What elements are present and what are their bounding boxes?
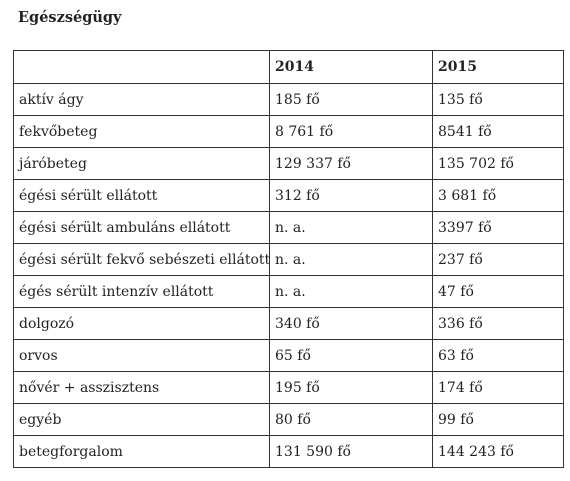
cell-2015: 144 243 fő <box>433 436 564 468</box>
cell-2014: n. a. <box>270 244 433 276</box>
row-label: betegforgalom <box>14 436 270 468</box>
cell-2014: 80 fő <box>270 404 433 436</box>
cell-2015: 8541 fő <box>433 116 564 148</box>
cell-2014: 65 fő <box>270 340 433 372</box>
row-label: egyéb <box>14 404 270 436</box>
row-label: aktív ágy <box>14 84 270 116</box>
table-row <box>14 372 564 404</box>
cell-2015: 135 702 fő <box>433 148 564 180</box>
cell-2015: 3 681 fő <box>433 180 564 212</box>
row-label: orvos <box>14 340 270 372</box>
cell-2014: 131 590 fő <box>270 436 433 468</box>
cell-2014: n. a. <box>270 212 433 244</box>
table-row <box>14 308 564 340</box>
cell-2014: n. a. <box>270 276 433 308</box>
table-row <box>14 180 564 212</box>
cell-2015: 135 fő <box>433 84 564 116</box>
cell-2015: 47 fő <box>433 276 564 308</box>
cell-2015: 63 fő <box>433 340 564 372</box>
table-row <box>14 276 564 308</box>
row-label: égési sérült ambuláns ellátott <box>14 212 270 244</box>
cell-2014: 340 fő <box>270 308 433 340</box>
cell-2015: 99 fő <box>433 404 564 436</box>
cell-2014: 185 fő <box>270 84 433 116</box>
section-heading: Egészségügy <box>18 9 122 26</box>
table-row <box>14 212 564 244</box>
cell-2014: 8 761 fő <box>270 116 433 148</box>
table-row <box>14 148 564 180</box>
row-label: fekvőbeteg <box>14 116 270 148</box>
cell-2014: 195 fő <box>270 372 433 404</box>
row-label: égési sérült fekvő sebészeti ellátott <box>14 244 270 276</box>
table-row <box>14 84 564 116</box>
row-label: égés sérült intenzív ellátott <box>14 276 270 308</box>
row-label: járóbeteg <box>14 148 270 180</box>
column-header-2015: 2015 <box>433 51 564 84</box>
cell-2015: 3397 fő <box>433 212 564 244</box>
row-label: dolgozó <box>14 308 270 340</box>
row-label: nővér + asszisztens <box>14 372 270 404</box>
cell-2015: 336 fő <box>433 308 564 340</box>
row-label: égési sérült ellátott <box>14 180 270 212</box>
cell-2014: 129 337 fő <box>270 148 433 180</box>
statistics-table <box>13 50 564 468</box>
column-header-label <box>14 51 270 84</box>
table-row <box>14 244 564 276</box>
cell-2015: 174 fő <box>433 372 564 404</box>
table-header-row <box>14 51 564 84</box>
cell-2015: 237 fő <box>433 244 564 276</box>
table-row <box>14 436 564 468</box>
table-row <box>14 116 564 148</box>
table-row <box>14 340 564 372</box>
table-row <box>14 404 564 436</box>
column-header-2014: 2014 <box>270 51 433 84</box>
cell-2014: 312 fő <box>270 180 433 212</box>
